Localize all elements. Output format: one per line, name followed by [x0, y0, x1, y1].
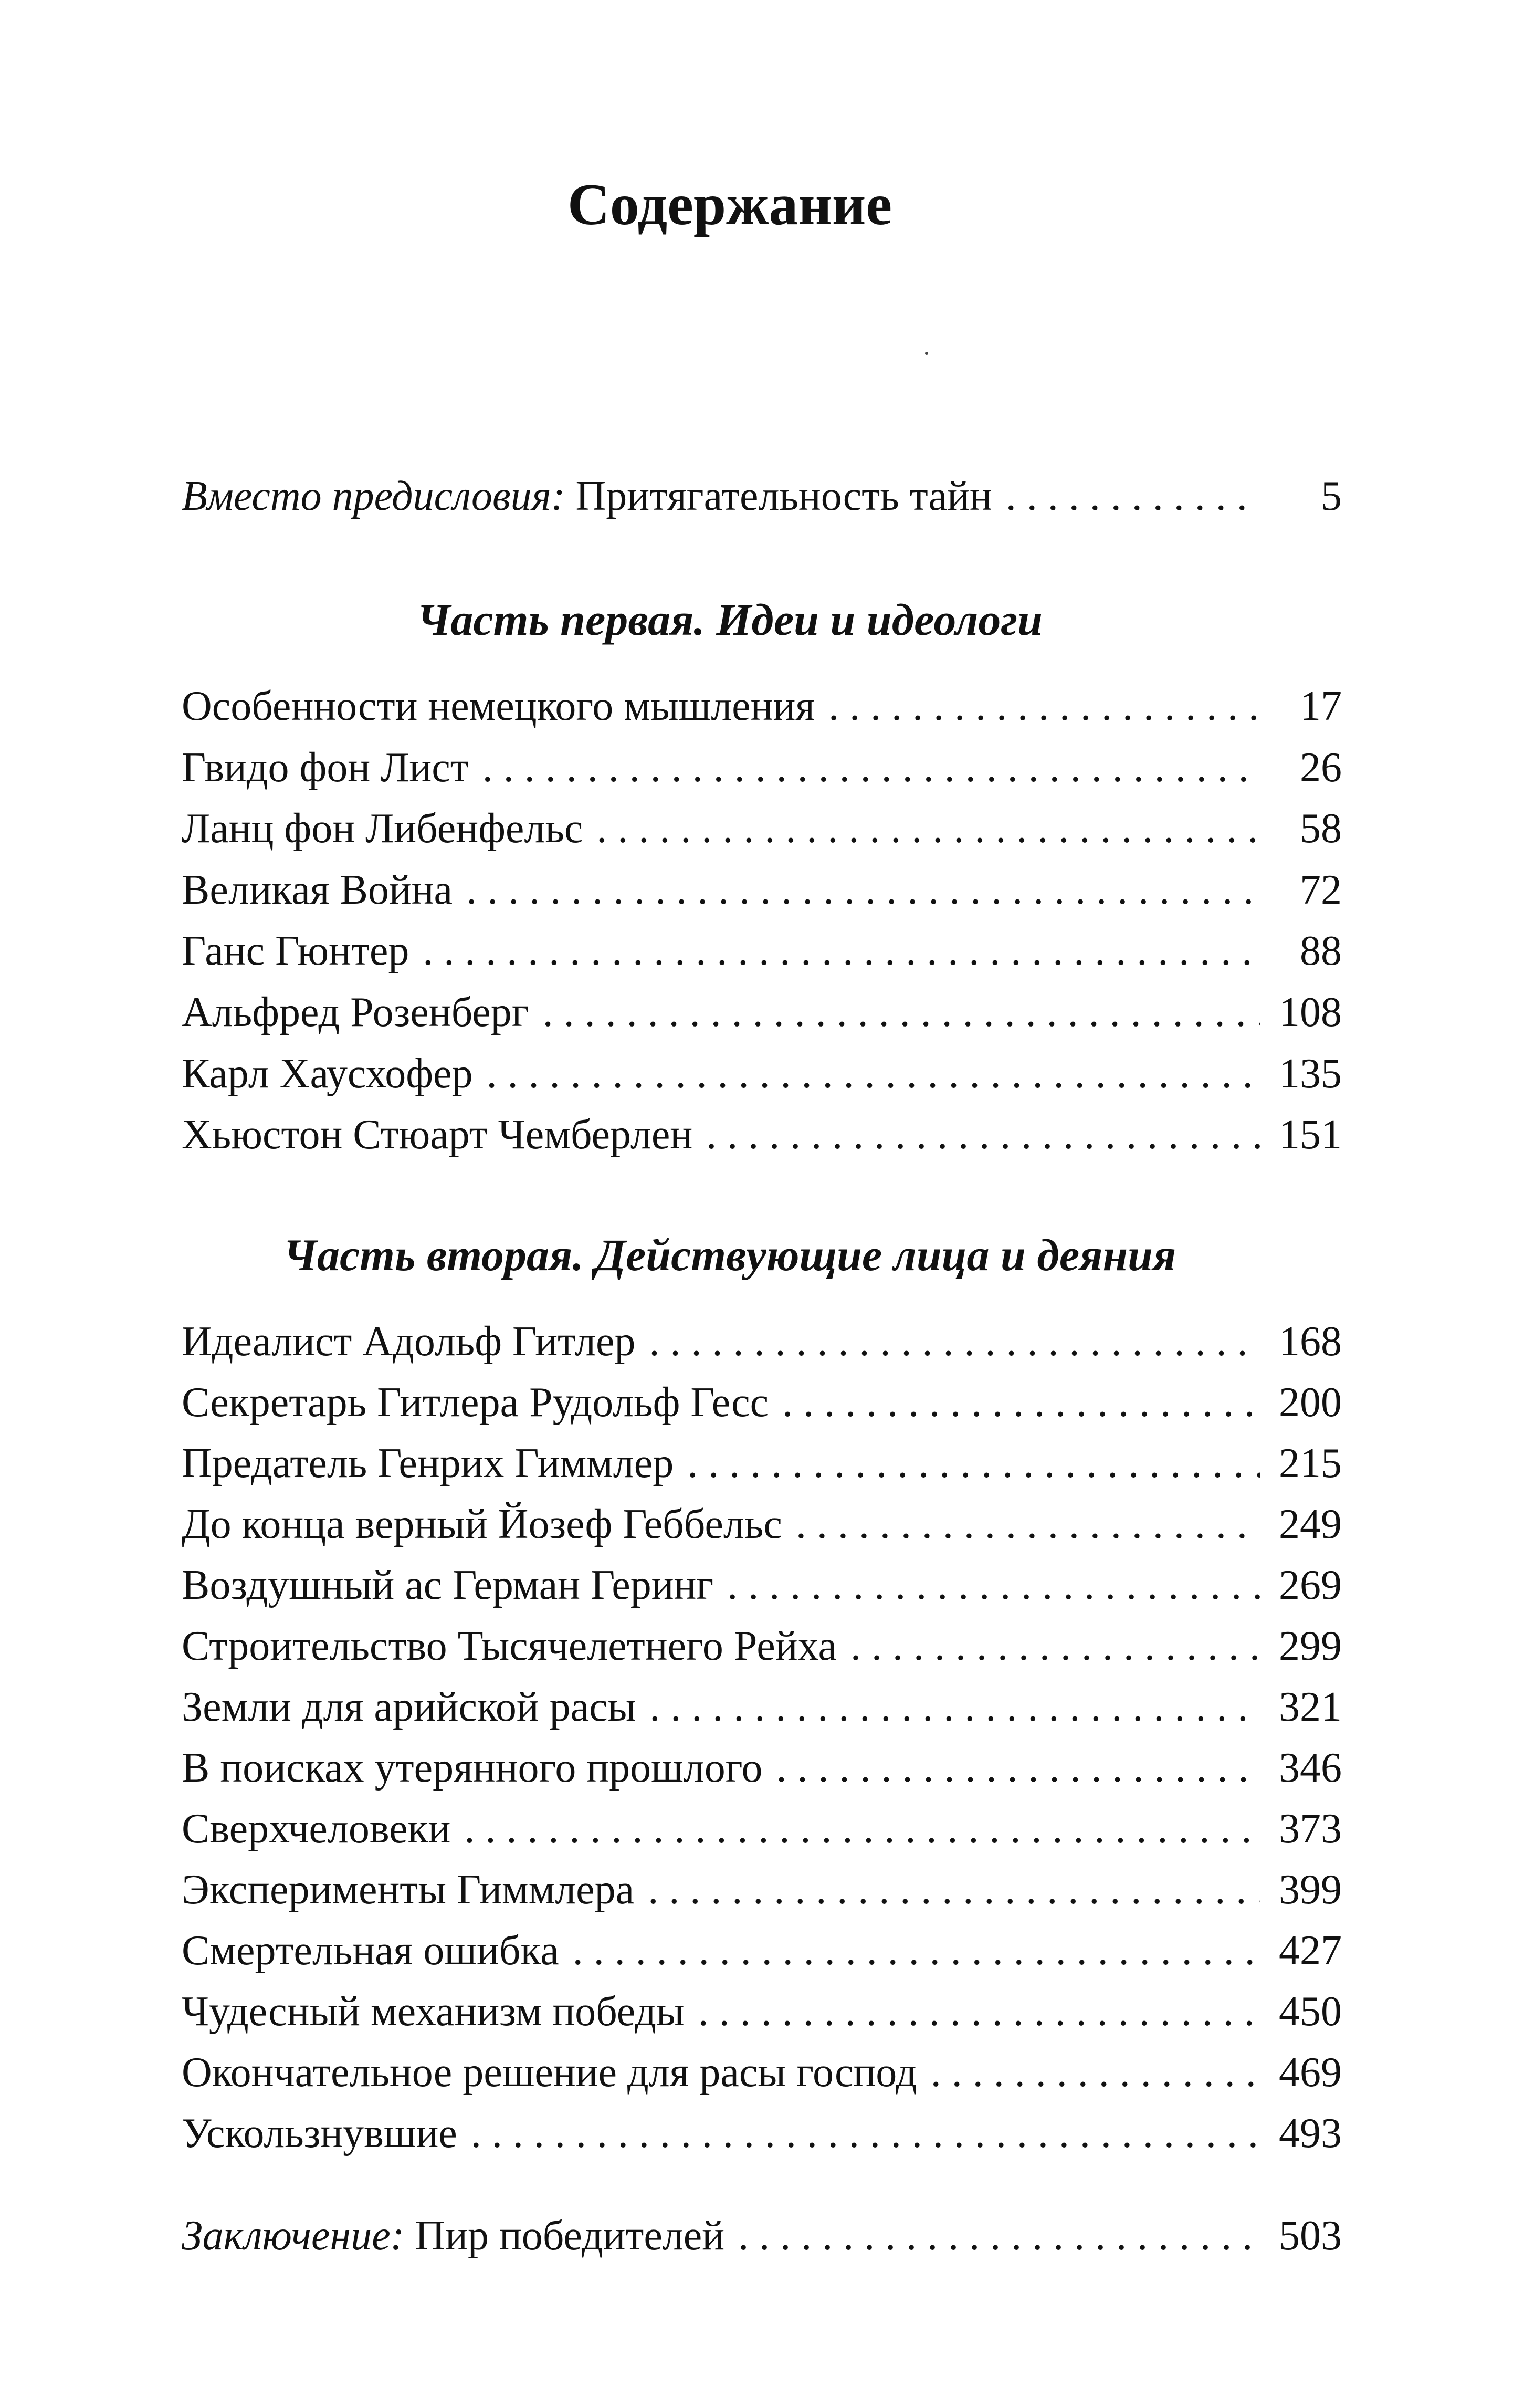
toc-entry	[182, 1739, 1342, 1797]
dot-leader	[828, 677, 1260, 735]
page-number: 26	[1300, 745, 1342, 791]
page-number: 427	[1279, 1928, 1342, 1974]
toc-entry	[182, 800, 1342, 857]
conclusion-title: Пир победителей	[404, 2213, 725, 2259]
entry-title: До конца верный Йозеф Геббельс	[182, 1501, 782, 1547]
page-number: 151	[1279, 1112, 1342, 1158]
entry-title: Ускользнувшие	[182, 2110, 457, 2156]
entry-title: Эксперименты Гиммлера	[182, 1867, 635, 1913]
dot-leader	[471, 2105, 1260, 2162]
dot-leader	[466, 861, 1260, 919]
dot-leader	[782, 1374, 1260, 1431]
dot-leader	[649, 1313, 1260, 1370]
dot-leader	[850, 1617, 1260, 1675]
toc-entry	[182, 983, 1342, 1041]
dot-leader	[543, 983, 1260, 1041]
toc-entry	[182, 677, 1342, 735]
entry-title: Идеалист Адольф Гитлер	[182, 1318, 636, 1365]
toc-entry-conclusion	[182, 2207, 1342, 2265]
page-number: 108	[1279, 989, 1342, 1035]
page-number: 299	[1279, 1623, 1342, 1669]
page-number: 321	[1279, 1684, 1342, 1730]
page-number: 135	[1279, 1051, 1342, 1097]
dot-leader	[706, 1106, 1260, 1164]
toc-entry	[182, 1313, 1342, 1370]
dot-leader	[1006, 467, 1260, 525]
toc-entry	[182, 1922, 1342, 1980]
intro-prefix: Вместо предисловия:	[182, 473, 565, 519]
entry-title: Гвидо фон Лист	[182, 745, 469, 791]
entry-title: Хьюстон Стюарт Чемберлен	[182, 1112, 693, 1158]
page-number: 469	[1279, 2049, 1342, 2096]
toc-entry	[182, 1106, 1342, 1164]
entry-title: Окончательное решение для расы господ	[182, 2049, 917, 2096]
entry-title: Сверхчеловеки	[182, 1806, 451, 1852]
conclusion-prefix: Заключение:	[182, 2213, 405, 2259]
dot-leader	[464, 1800, 1260, 1858]
toc-entry	[182, 1678, 1342, 1736]
page-number: 493	[1279, 2110, 1342, 2156]
dot-leader	[687, 1435, 1260, 1492]
entry-title: Чудесный механизм победы	[182, 1988, 685, 2035]
page-number: 72	[1300, 867, 1342, 913]
page-number: 450	[1279, 1988, 1342, 2035]
toc-entry	[182, 739, 1342, 797]
dot-leader	[648, 1861, 1260, 1919]
page-number: 88	[1300, 928, 1342, 974]
entry-title: Великая Война	[182, 867, 453, 913]
dot-leader	[573, 1922, 1260, 1980]
part-two-heading: Часть вторая. Действующие лица и деяния	[283, 1230, 1176, 1280]
page-number: 200	[1279, 1379, 1342, 1426]
print-speck	[925, 352, 928, 355]
page-number: 17	[1300, 683, 1342, 729]
page-number: 215	[1279, 1440, 1342, 1486]
page-number: 58	[1300, 805, 1342, 852]
page-number: 503	[1279, 2213, 1342, 2259]
page-number: 5	[1321, 473, 1342, 519]
entry-title: Ланц фон Либенфельс	[182, 805, 583, 852]
dot-leader	[423, 922, 1260, 980]
entry-title: Строительство Тысячелетнего Рейха	[182, 1623, 837, 1669]
toc-entry	[182, 1861, 1342, 1919]
entry-title: Воздушный ас Герман Геринг	[182, 1562, 714, 1608]
toc-entry	[182, 1374, 1342, 1431]
entry-title: Смертельная ошибка	[182, 1928, 559, 1974]
page-number: 399	[1279, 1867, 1342, 1913]
toc-entry	[182, 1983, 1342, 2040]
entry-title: В поисках утерянного прошлого	[182, 1745, 763, 1791]
entry-title: Особенности немецкого мышления	[182, 683, 815, 729]
dot-leader	[738, 2207, 1260, 2265]
entry-title: Карл Хаусхофер	[182, 1051, 473, 1097]
entry-title: Альфред Розенберг	[182, 989, 529, 1035]
dot-leader	[649, 1678, 1260, 1736]
page-number: 346	[1279, 1745, 1342, 1791]
dot-leader	[596, 800, 1260, 857]
dot-leader	[776, 1739, 1260, 1797]
toc-entry	[182, 861, 1342, 919]
page-number: 373	[1279, 1806, 1342, 1852]
dot-leader	[487, 1045, 1260, 1103]
toc-entry	[182, 1556, 1342, 1614]
dot-leader	[698, 1983, 1260, 2040]
dot-leader	[482, 739, 1260, 797]
toc-entry	[182, 1617, 1342, 1675]
page-number: 269	[1279, 1562, 1342, 1608]
page-number: 249	[1279, 1501, 1342, 1547]
toc-entry	[182, 922, 1342, 980]
intro-title: Притягательность тайн	[565, 473, 992, 519]
toc-entry	[182, 2044, 1342, 2101]
dot-leader	[727, 1556, 1260, 1614]
page-number: 168	[1279, 1318, 1342, 1365]
toc-entry	[182, 1800, 1342, 1858]
entry-title: Предатель Генрих Гиммлер	[182, 1440, 674, 1486]
toc-entry	[182, 1495, 1342, 1553]
part-one-heading: Часть первая. Идеи и идеологи	[417, 594, 1043, 645]
toc-entry	[182, 1435, 1342, 1492]
toc-entry-intro	[182, 467, 1342, 525]
dot-leader	[931, 2044, 1260, 2101]
toc-entry	[182, 2105, 1342, 2162]
dot-leader	[796, 1495, 1260, 1553]
entry-title: Секретарь Гитлера Рудольф Гесс	[182, 1379, 769, 1426]
page-title: Содержание	[567, 172, 892, 237]
entry-title: Земли для арийской расы	[182, 1684, 636, 1730]
entry-title: Ганс Гюнтер	[182, 928, 409, 974]
toc-entry	[182, 1045, 1342, 1103]
